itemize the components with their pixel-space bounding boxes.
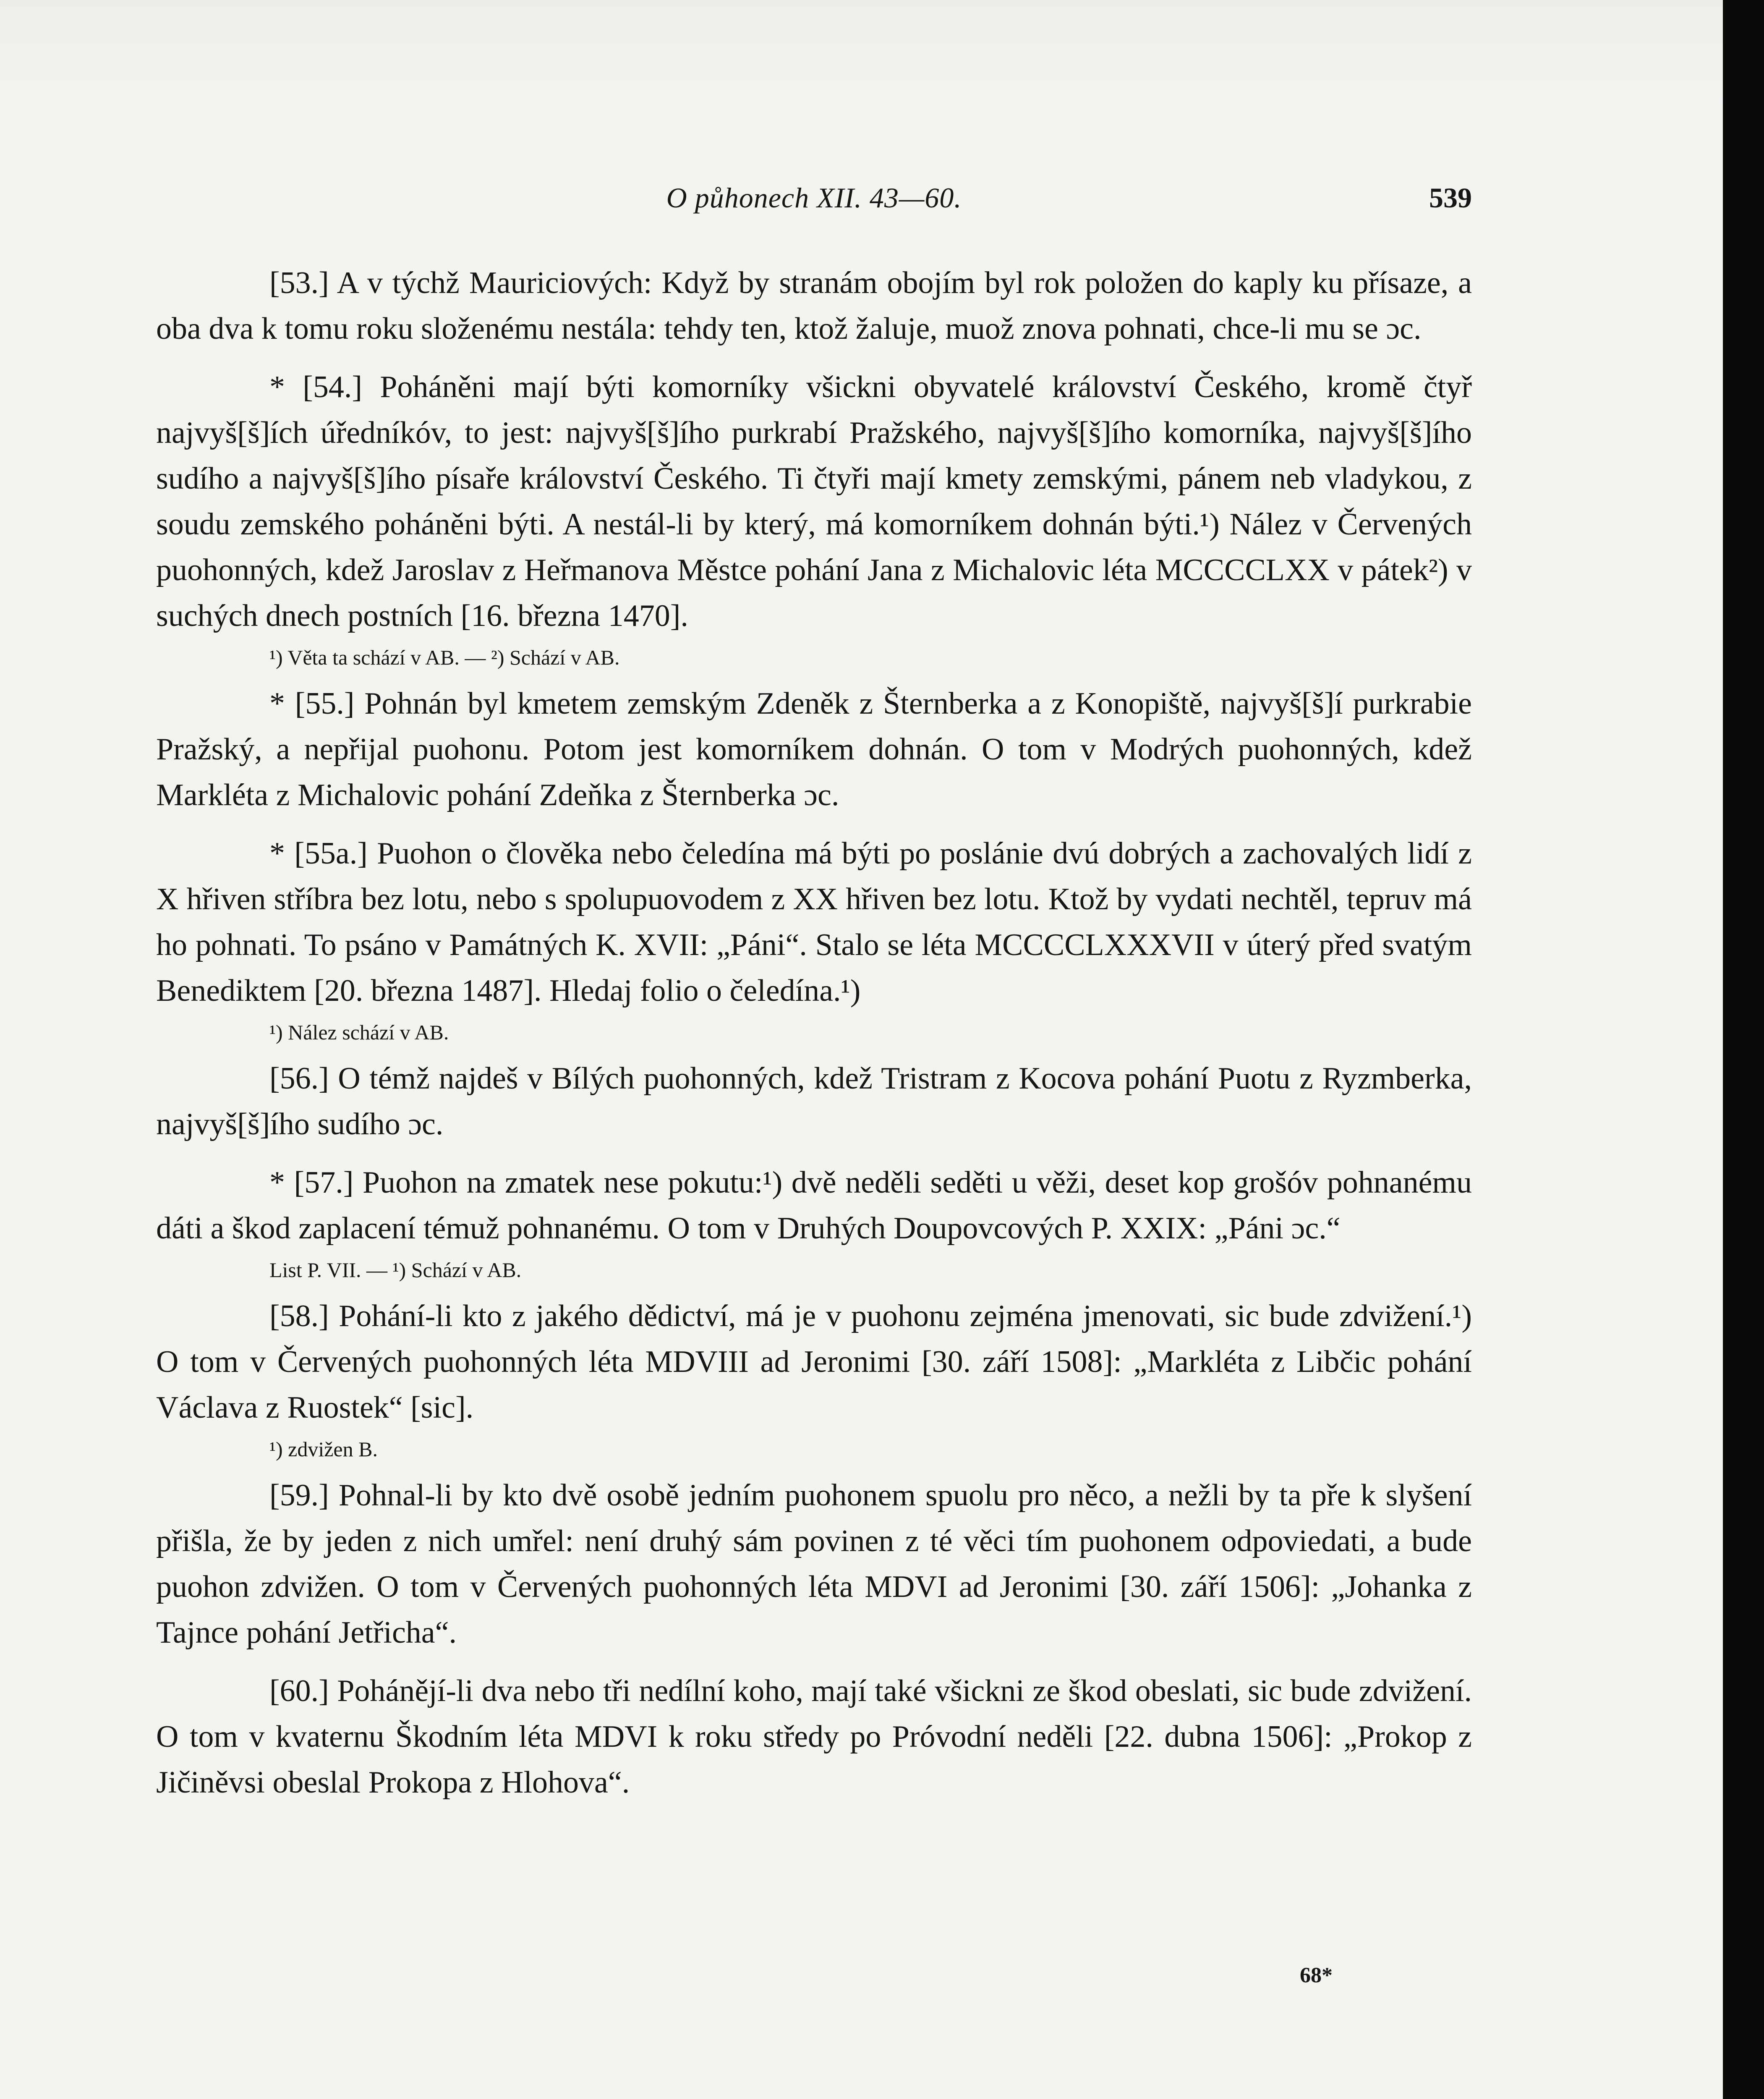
page-header — [156, 181, 1472, 228]
footnote-57: List P. VII. — ¹) Schází v AB. — [269, 1258, 522, 1282]
paragraph-60: [60.] Pohánějí-li dva nebo tři nedílní koho, mají také všickni ze škod obeslati, sic bude zdvižení. O tom v kvaternu Škodním léta MDVI k roku středy po Próvodní neděli [22. dubna 1506]: „Prokop z Jičiněvsi obeslal Prokopa z Hlohova“. — [156, 1674, 1472, 1800]
paragraph-59: [59.] Pohnal-li by kto dvě osobě jedním puohonem spuolu pro něco, a nežli by ta pře k slyšení přišla, že by jeden z nich umřel: není druhý sám povinen z té věci tím puohonem odpoviedati, a bude puohon zdvižen. O tom v Červených puohonných léta MDVI ad Jeronimi [30. září 1506]: „Johanka z Tajnce pohání Jetřicha“. — [156, 1478, 1472, 1650]
paragraph-57: * [57.] Puohon na zmatek nese pokutu:¹) dvě neděli seděti u věži, deset kop grošóv pohnanému dáti a škod zaplacení témuž pohnanému. O tom v Druhých Doupovcových P. XXIX: „Páni ɔc.“ — [156, 1165, 1472, 1246]
paragraph-55a: * [55a.] Puohon o člověka nebo čeledína má býti po poslánie dvú dobrých a zachovalých lidí z X hřiven stříbra bez lotu, nebo s spolupuovodem z XX hřiven bez lotu. Ktož by vydati nechtěl, tepruv má ho pohnati. To psáno v Památných K. XVII: „Páni“. Stalo se léta MCCCCLXXXVII v úterý před svatým Benediktem [20. března 1487]. Hledaj folio o čeledína.¹) — [156, 836, 1472, 1008]
page-number: 539 — [1429, 182, 1472, 214]
footnote-55a: ¹) Nález schází v AB. — [269, 1021, 449, 1044]
footnote-58: ¹) zdvižen B. — [269, 1437, 378, 1461]
paragraph-55: * [55.] Pohnán byl kmetem zemským Zdeněk z Šternberka a z Konopiště, najvyš[š]í purkrabie Pražský, a nepřijal puohonu. Potom jest komorníkem dohnán. O tom v Modrých puohonných, kdež Markléta z Michalovic pohání Zdeňka z Šternberka ɔc. — [156, 686, 1472, 812]
signature-mark: 68* — [1300, 1963, 1333, 1987]
scan-edge — [1723, 0, 1764, 2099]
paragraph-54: * [54.] Poháněni mají býti komorníky všickni obyvatelé království Českého, kromě čtyř najvyš[š]ích úředníkóv, to jest: najvyš[š]ího purkrabí Pražského, najvyš[š]ího komorníka, najvyš[š]ího sudího a najvyš[š]ího písaře království Českého. Ti čtyři mají kmety zemskými, pánem neb vladykou, z soudu zemského poháněni býti. A nestál-li by který, má komorníkem dohnán býti.¹) Nález v Červených puohonných, kdež Jaroslav z Heřmanova Městce pohání Jana z Michalovic léta MCCCCLXX v pátek²) v suchých dnech postních [16. března 1470]. — [156, 370, 1472, 633]
footnote-54: ¹) Věta ta schází v AB. — ²) Schází v AB. — [269, 646, 620, 669]
paragraph-53: [53.] A v týchž Mauriciových: Když by stranám obojím byl rok položen do kaply ku přísaze, a oba dva k tomu roku složenému nestála: tehdy ten, ktož žaluje, muož znova pohnati, chce-li mu se ɔc. — [156, 266, 1472, 346]
text-block — [156, 260, 1472, 1806]
running-title: O půhonech XII. 43—60. — [666, 182, 962, 214]
paragraph-58: [58.] Pohání-li kto z jakého dědictví, má je v puohonu zejména jmenovati, sic bude zdvižení.¹) O tom v Červených puohonných léta MDVIII ad Jeronimi [30. září 1508]: „Markléta z Libčic pohání Václava z Ruostek“ [sic]. — [156, 1299, 1472, 1425]
paragraph-56: [56.] O témž najdeš v Bílých puohonných, kdež Tristram z Kocova pohání Puotu z Ryzmberka, najvyš[š]ího sudího ɔc. — [156, 1061, 1472, 1141]
